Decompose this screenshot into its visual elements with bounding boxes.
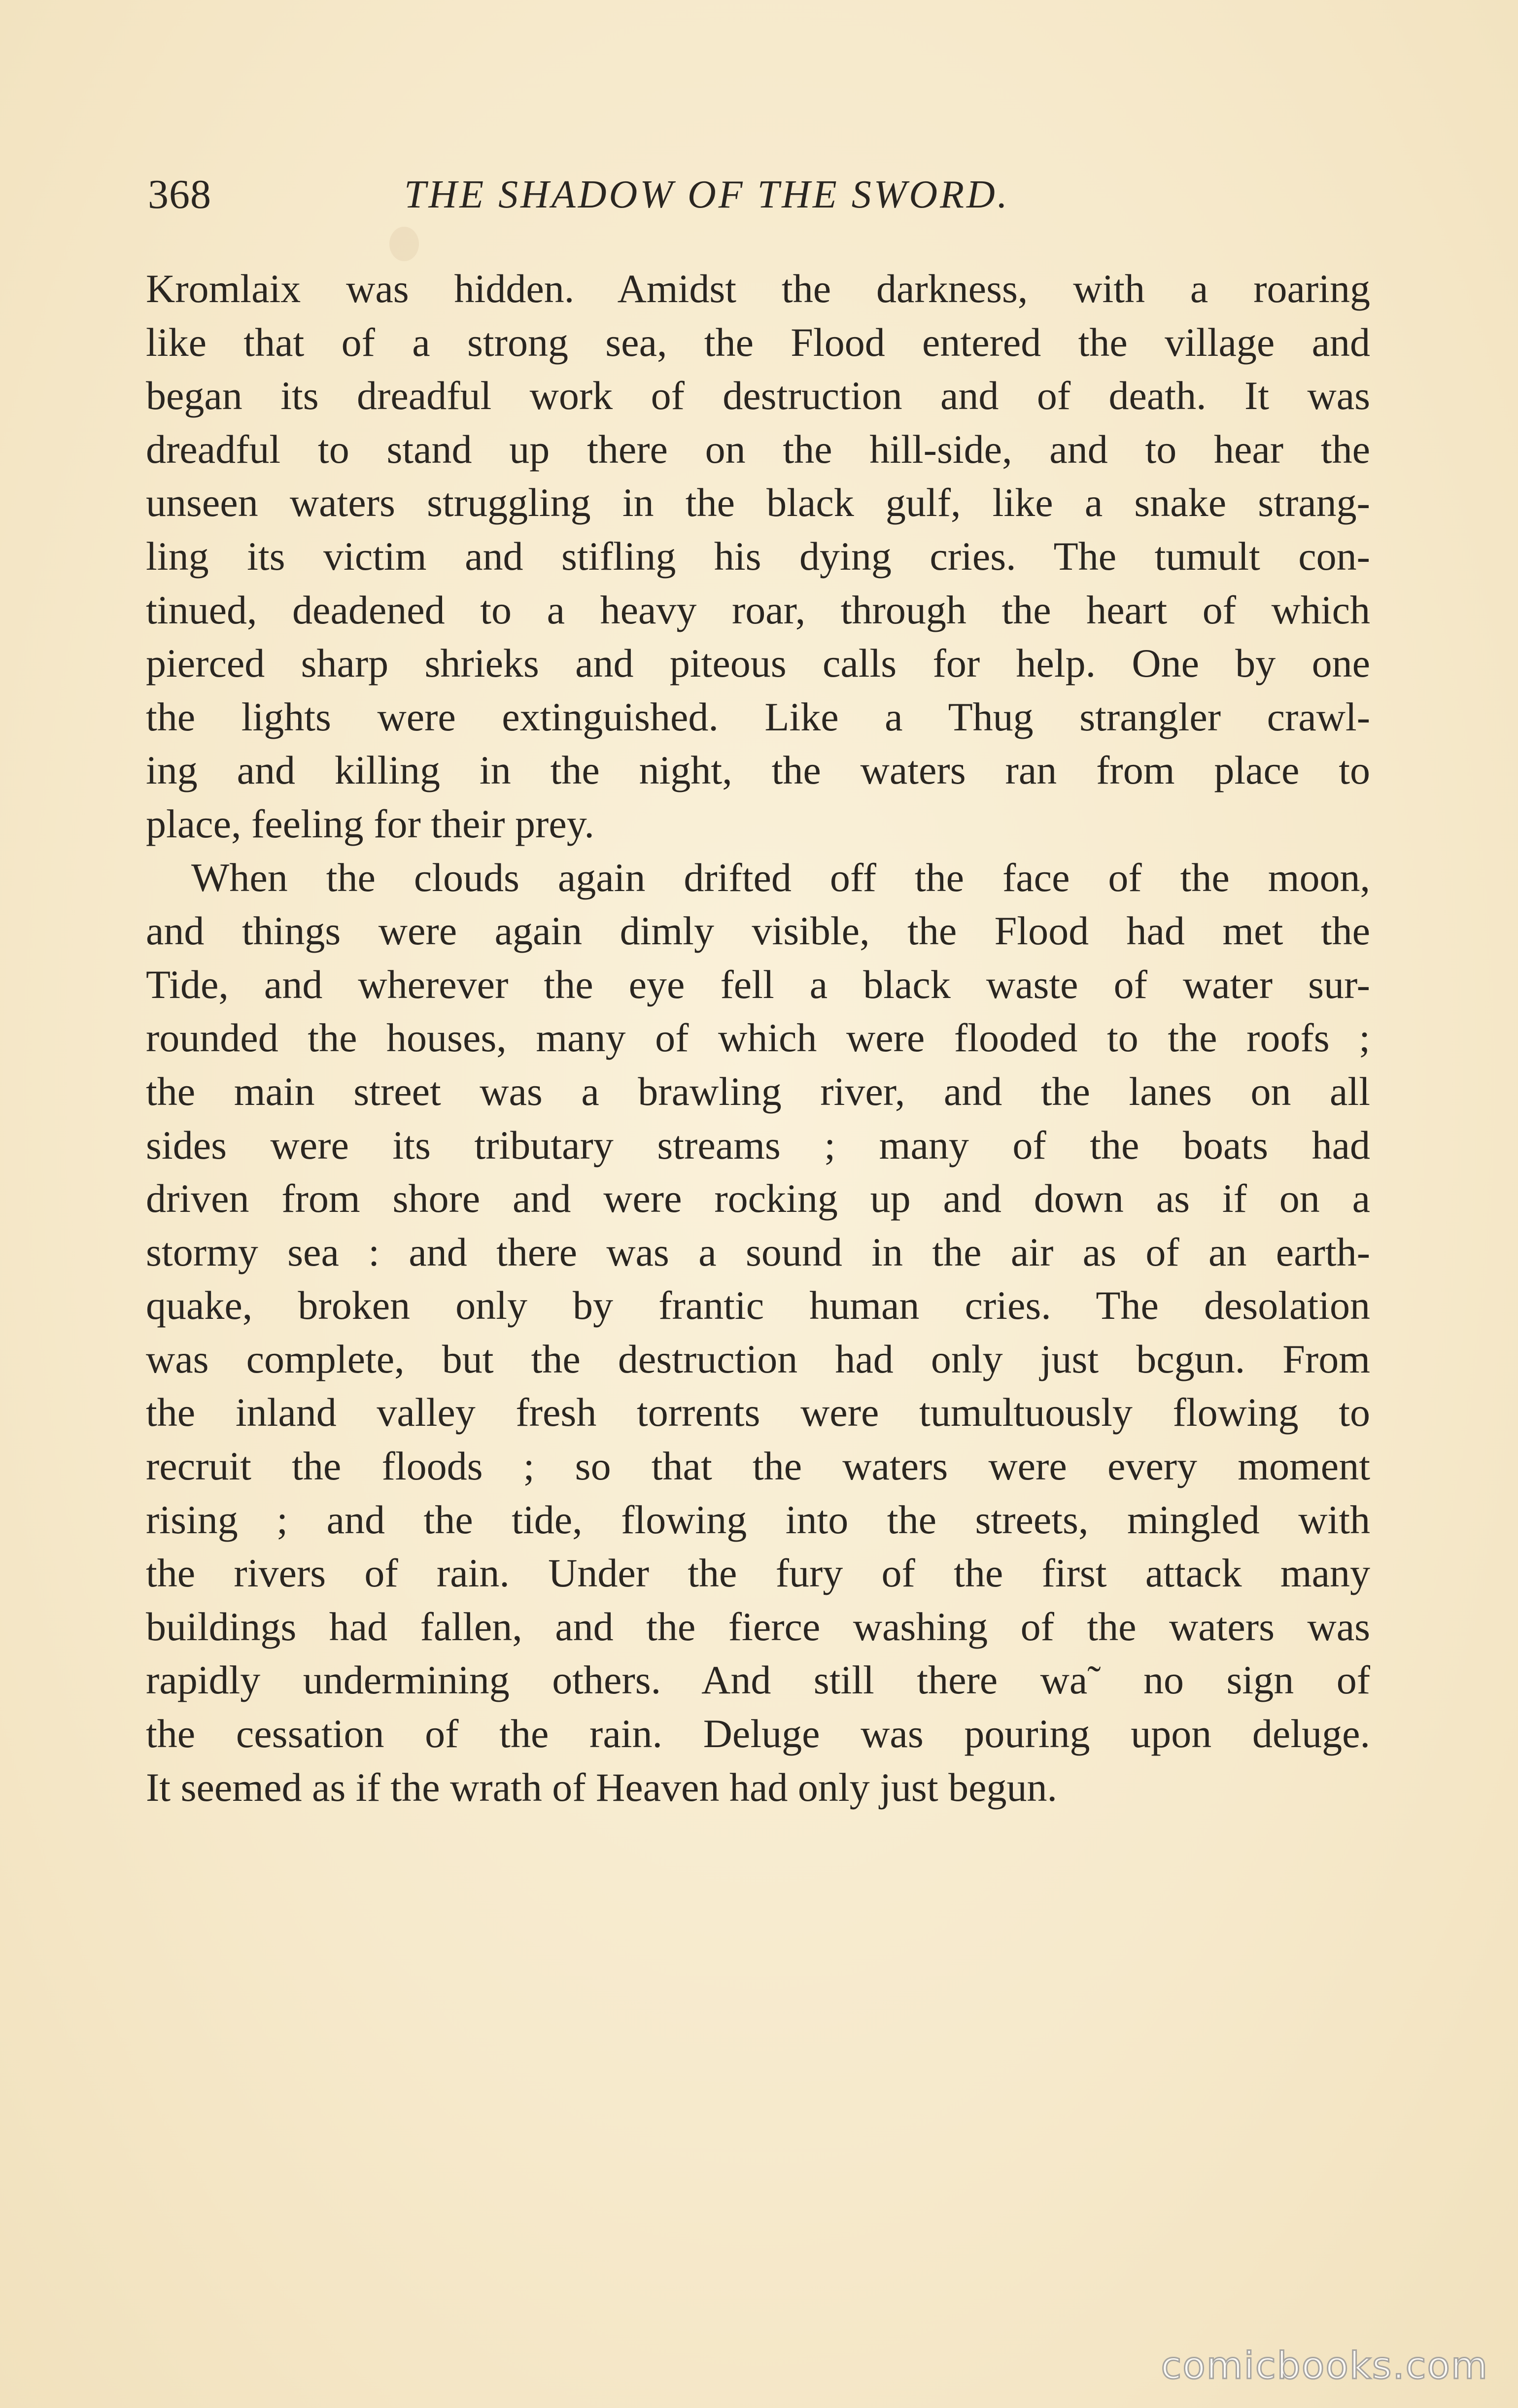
text-line: recruit the floods ; so that the waters were every moment (146, 1444, 1370, 1489)
text-line: the main street was a brawling river, and the lanes on all (146, 1068, 1370, 1114)
paragraph (146, 851, 1370, 1815)
running-title: THE SHADOW OF THE SWORD. (404, 173, 1010, 216)
text-line: the lights were extinguished. Like a Thug strangler crawl- (146, 694, 1370, 739)
text-line: the inland valley fresh torrents were tumultuously flowing to (146, 1390, 1370, 1435)
text-line: Kromlaix was hidden. Amidst the darkness, with a roaring (146, 266, 1370, 311)
text-line: dreadful to stand up there on the hill-side, and to hear the (146, 426, 1370, 472)
text-line: stormy sea : and there was a sound in the air as of an earth- (146, 1229, 1370, 1274)
running-head (148, 168, 1153, 222)
text-line: sides were its tributary streams ; many of the boats had (146, 1122, 1370, 1168)
paragraph (146, 262, 1370, 851)
text-line: place, feeling for their prey. (146, 801, 594, 846)
text-line: was complete, but the destruction had only just bсgun. From (146, 1336, 1370, 1381)
text-line: When the clouds again drifted off the face of the moon, (191, 855, 1370, 900)
text-line: unseen waters struggling in the black gulf, like a snake strang- (146, 480, 1370, 525)
page-smudge (389, 227, 419, 261)
text-line: rapidly undermining others. And still there wa˜ no sign of (146, 1657, 1370, 1703)
text-line: the rivers of rain. Under the fury of the first attack many (146, 1550, 1370, 1596)
page-number: 368 (148, 172, 211, 217)
text-line: rounded the houses, many of which were flooded to the roofs ; (146, 1015, 1370, 1061)
text-line: began its dreadful work of destruction and of death. It was (146, 373, 1370, 418)
text-line: rising ; and the tide, flowing into the streets, mingled with (146, 1497, 1370, 1542)
text-line: like that of a strong sea, the Flood entered the village and (146, 319, 1370, 365)
body-text (146, 262, 1370, 1814)
text-line: buildings had fallen, and the fierce washing of the waters was (146, 1604, 1370, 1649)
text-line: and things were again dimly visible, the Flood had met the (146, 908, 1370, 954)
text-line: the cessation of the rain. Deluge was pouring upon deluge. (146, 1711, 1370, 1756)
text-line: tinued, deadened to a heavy roar, through the heart of which (146, 587, 1370, 632)
text-line: It seemed as if the wrath of Heaven had only just begun. (146, 1764, 1058, 1810)
text-line: Tide, and wherever the eye fell a black waste of water sur- (146, 962, 1370, 1007)
watermark: comicbooks.com (1161, 2343, 1488, 2387)
text-line: quake, broken only by frantic human cries. The desolation (146, 1283, 1370, 1328)
text-line: ling its victim and stifling his dying cries. The tumult con- (146, 533, 1370, 579)
text-line: driven from shore and were rocking up and down as if on a (146, 1176, 1370, 1221)
text-line: pierced sharp shrieks and piteous calls for help. One by one (146, 641, 1370, 686)
text-line: ing and killing in the night, the waters ran from place to (146, 748, 1370, 793)
